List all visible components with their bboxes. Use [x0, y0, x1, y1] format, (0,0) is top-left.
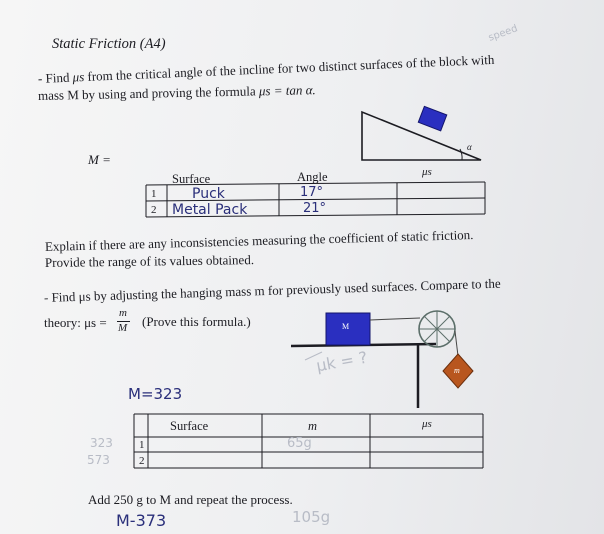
theory-prefix: theory: μs = — [44, 315, 107, 330]
table1-row1-surface: Puck — [192, 186, 225, 202]
table2-header-surface: Surface — [170, 419, 209, 433]
prove-text: (Prove this formula.) — [142, 314, 251, 329]
hw-footer-mass: M-373 — [116, 511, 167, 530]
hw-mu-k-note: μk = ? — [314, 347, 369, 376]
angle-label: α — [467, 142, 472, 152]
table1-header-mu: μs — [422, 166, 432, 178]
table1-row2-surface: Metal Pack — [172, 202, 248, 218]
side-note-1: 323 — [90, 436, 113, 450]
footer-instruction: Add 250 g to M and repeat the process. — [88, 492, 293, 507]
mass-label: M = — [88, 152, 111, 167]
table1-header-surface: Surface — [172, 172, 211, 186]
explain-line1: Explain if there are any inconsistencies measuring the coefficient of static friction. — [44, 227, 474, 254]
table2-header-mu: μs — [422, 418, 432, 430]
hanging-mass-label: m — [454, 366, 460, 375]
part1-line2-text: mass M by using and proving the formula — [37, 83, 256, 103]
fraction-numerator: m — [119, 307, 127, 319]
part2-line1: - Find μs by adjusting the hanging mass m for previously used surfaces. Compare to the — [43, 275, 501, 305]
table1-row1-num: 1 — [151, 188, 157, 200]
table2-row1-num: 1 — [139, 439, 145, 451]
block-label: M — [342, 322, 350, 331]
part1-line1-rest: from the critical angle of the incline for two distinct surfaces of the block with — [87, 51, 495, 84]
mu-s-symbol: μs — [72, 69, 85, 85]
table2-row2-num: 2 — [139, 455, 145, 467]
faint-corner-writing: speed — [487, 23, 520, 44]
table2-row1-m: 65g — [287, 436, 312, 451]
table1-row1-angle: 17° — [300, 185, 324, 200]
hw-mass-note: M=323 — [128, 385, 183, 403]
side-note-2: 573 — [87, 453, 110, 467]
fraction-denominator: M — [118, 322, 128, 334]
page-title: Static Friction (A4) — [52, 36, 166, 52]
table1-row2-num: 2 — [151, 204, 157, 216]
table1-row2-angle: 21° — [303, 201, 327, 216]
table2-header-m: m — [308, 419, 318, 433]
part1-prefix: - Find — [37, 69, 70, 86]
explain-line2: Provide the range of its values obtained. — [44, 252, 255, 270]
hw-footer-value: 105g — [292, 508, 331, 526]
table1-header-angle: Angle — [297, 170, 328, 184]
part1-formula: μs = tan α. — [258, 82, 316, 99]
